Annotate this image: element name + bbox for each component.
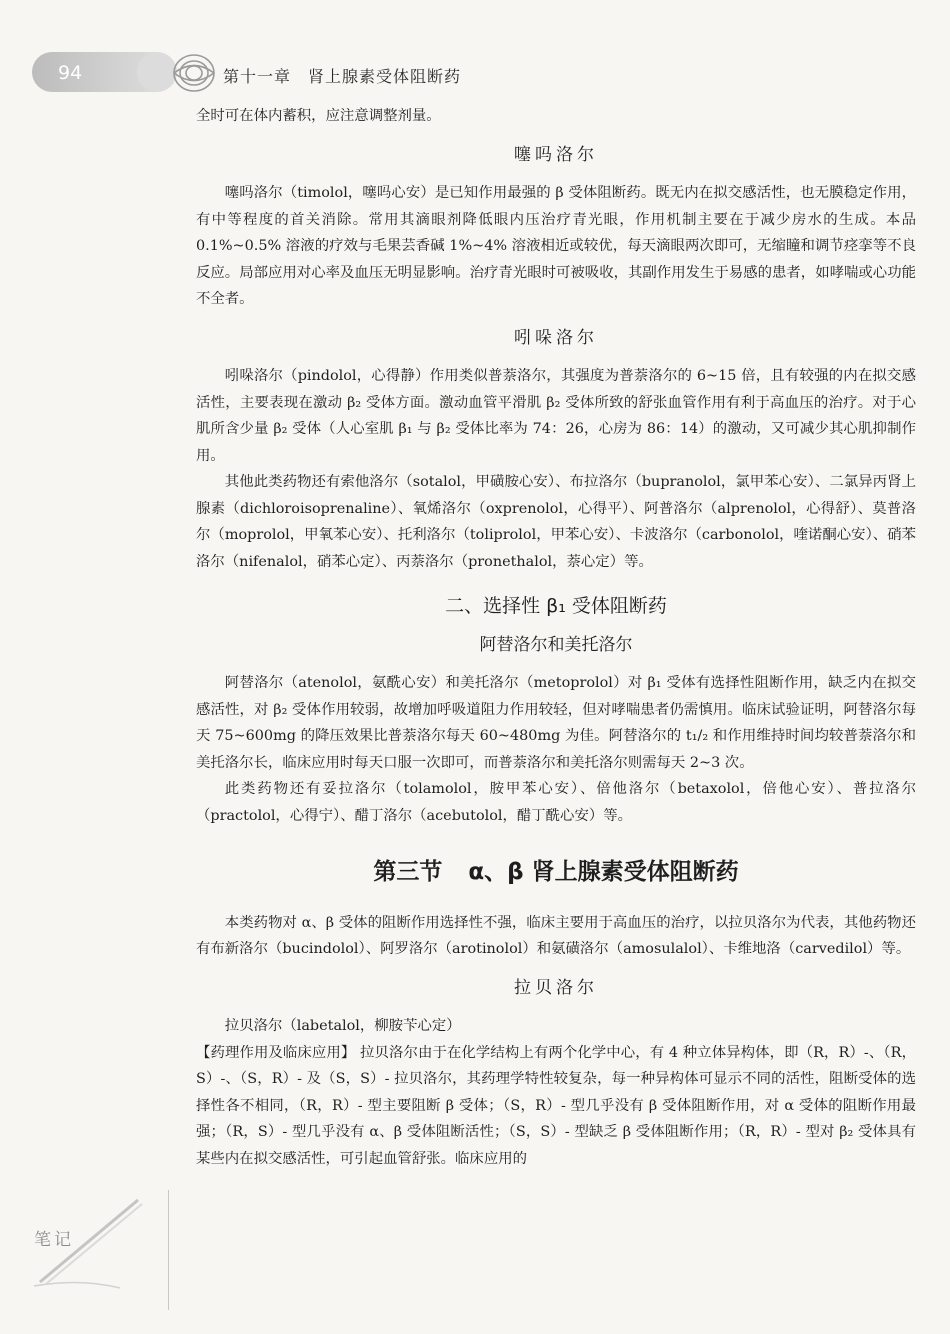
notes-label: 笔记	[34, 1230, 74, 1250]
paragraph-other-drugs: 其他此类药物还有索他洛尔（sotalol，甲磺胺心安）、布拉洛尔（bupranolol，氯甲苯心安）、二氯异丙肾上腺素（dichloroisoprenaline）、氧烯洛尔（oxprenolol，心得平）、阿普洛尔（alprenolol，心得舒）、莫普洛尔（moprolol，甲氧苯心安）、托利洛尔（toliprolol，甲苯心安）、卡波洛尔（carbonolol，喹诺酮心安）、硝苯洛尔（nifenalol，硝苯心定）、丙萘洛尔（pronethalol，萘心定）等。	[196, 474, 916, 570]
section-number: 第三节	[373, 859, 443, 885]
paragraph-atenolol: 阿替洛尔（atenolol，氨酰心安）和美托洛尔（metoprolol）对 β₁ 受体有选择性阻断作用，缺乏内在拟交感活性，对 β₂ 受体作用较弱，故增加呼吸道阻力作用较轻，但对哮喘患者仍需慎用。临床试验证明，阿替洛尔每天 75~600mg 的降压效果比普萘洛尔每天 60~480mg 为佳。阿替洛尔的 t₁/₂ 和作用维持时间均较普萘洛尔和美托洛尔长，临床应用时每天口服一次即可，而普萘洛尔和美托洛尔则需每天 2~3 次。	[196, 675, 916, 771]
margin-divider	[168, 1190, 169, 1310]
heading-labetalol: 拉贝洛尔	[514, 977, 598, 998]
heading-selective-beta1: 二、选择性 β₁ 受体阻断药	[445, 595, 667, 617]
page-number-tab	[32, 52, 157, 92]
running-header-chapter: 第十一章 肾上腺素受体阻断药	[223, 67, 462, 86]
page-number: 94	[58, 62, 83, 84]
paragraph-pindolol: 吲哚洛尔（pindolol，心得静）作用类似普萘洛尔，其强度为普萘洛尔的 6~15 倍，且有较强的内在拟交感活性，主要表现在激动 β₂ 受体方面。激动血管平滑肌 β₂ 受体所致的舒张血管作用有利于高血压的治疗。对于心肌所含少量 β₂ 受体（人心室肌 β₁ 与 β₂ 受体比率为 74：26，心房为 86：14）的激动，又可减少其心肌抑制作用。	[196, 368, 916, 464]
page-body	[196, 103, 916, 1172]
heading-pindolol: 吲哚洛尔	[514, 327, 598, 348]
paragraph-labetalol-pharmacology	[196, 1040, 916, 1173]
continued-paragraph: 全时可在体内蓄积，应注意调整剂量。	[196, 108, 441, 124]
swirl-logo-icon	[170, 50, 218, 96]
heading-timolol: 噻吗洛尔	[514, 144, 598, 165]
paragraph-section3: 本类药物对 α、β 受体的阻断作用选择性不强，临床主要用于高血压的治疗，以拉贝洛尔为代表，其他药物还有布新洛尔（bucindolol）、阿罗洛尔（arotinolol）和氨磺洛尔（amosulalol）、卡维地洛（carvedilol）等。	[196, 914, 916, 957]
paragraph-labetalol-name: 拉贝洛尔（labetalol，柳胺苄心定）	[224, 1018, 461, 1034]
paragraph-timolol: 噻吗洛尔（timolol，噻吗心安）是已知作用最强的 β 受体阻断药。既无内在拟交感活性，也无膜稳定作用，有中等程度的首关消除。常用其滴眼剂降低眼内压治疗青光眼，作用机制主要在于减少房水的生成。本品 0.1%~0.5% 溶液的疗效与毛果芸香碱 1%~4% 溶液相近或较优，每天滴眼两次即可，无缩瞳和调节痉挛等不良反应。局部应用对心率及血压无明显影响。治疗青光眼时可被吸收，其副作用发生于易感的患者，如哮喘或心功能不全者。	[196, 185, 916, 307]
paragraph-other-selective: 此类药物还有妥拉洛尔（tolamolol，胺甲苯心安）、倍他洛尔（betaxolol，倍他心安）、普拉洛尔（practolol，心得宁）、醋丁洛尔（acebutolol，醋丁酰心安）等。	[196, 781, 916, 824]
section-heading-3	[196, 859, 916, 886]
section-title: α、β 肾上腺素受体阻断药	[468, 859, 739, 885]
text-pharmacology: 拉贝洛尔由于在化学结构上有两个化学中心，有 4 种立体异构体，即（R，R）-、（R，S）-、（S，R）- 及（S，S）- 拉贝洛尔，其药理学特性较复杂，每一种异构体可显示不同的活性，阻断受体的选择性各不相同，（R，R）- 型主要阻断 β 受体；（S，R）- 型几乎没有 β 受体阻断作用，对 α 受体的阻断作用最强；（R，S）- 型几乎没有 α、β 受体阻断活性；（S，S）- 型缺乏 β 受体阻断作用；（R，R）- 型对 β₂ 受体具有某些内在拟交感活性，可引起血管舒张。临床应用的	[196, 1044, 916, 1167]
label-pharmacology: 【药理作用及临床应用】	[196, 1044, 356, 1061]
heading-atenolol-metoprolol: 阿替洛尔和美托洛尔	[479, 634, 633, 655]
